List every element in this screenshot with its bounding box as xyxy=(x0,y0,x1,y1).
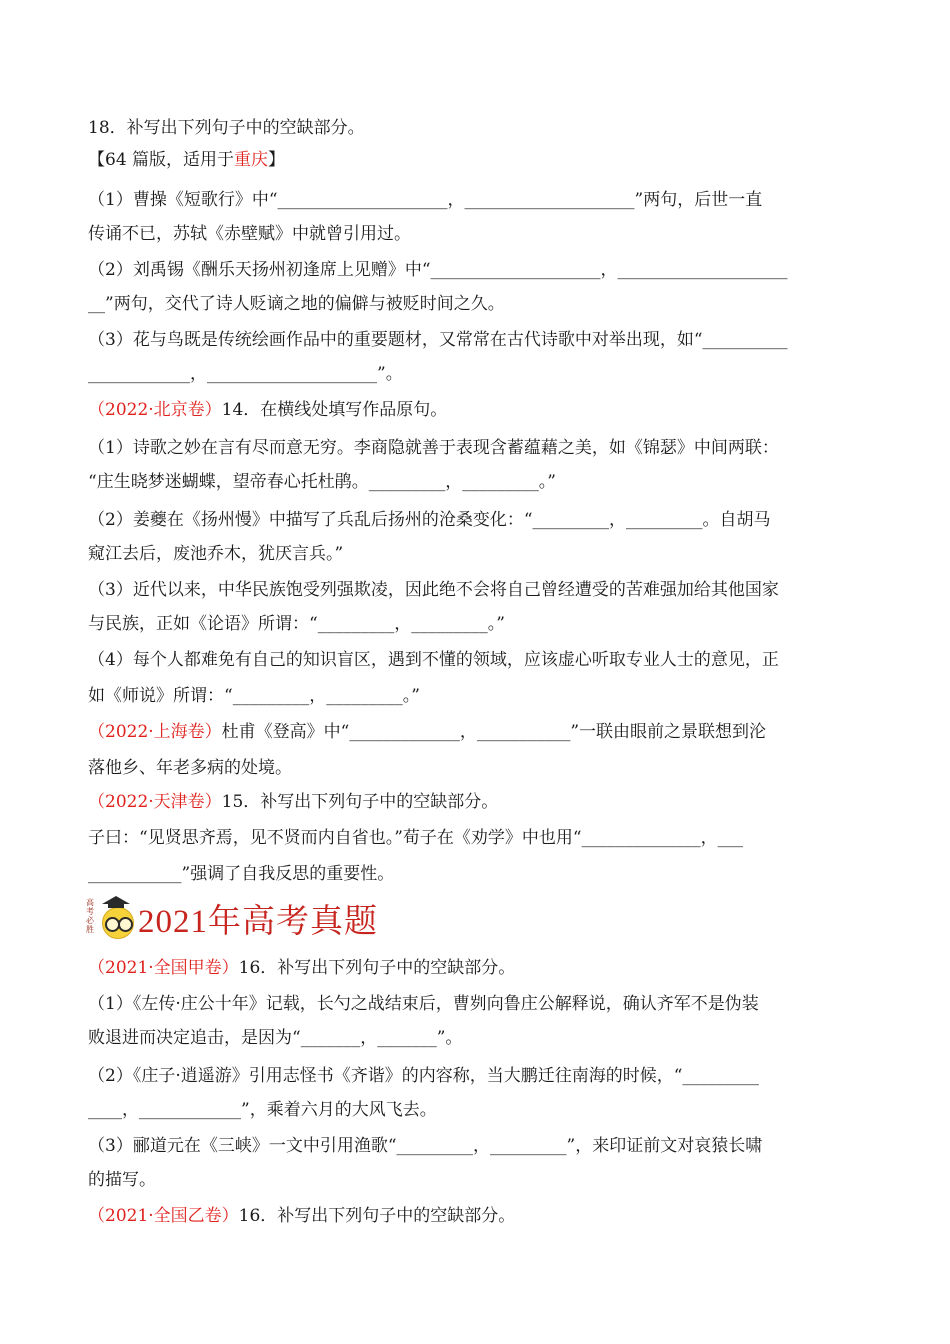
text-segment: 15．补写出下列句子中的空缺部分。 xyxy=(221,792,499,812)
text-segment: 的描写。 xyxy=(88,1170,156,1190)
text-line xyxy=(88,1064,759,1088)
text-line xyxy=(88,1204,515,1228)
text-line xyxy=(88,292,505,316)
text-line xyxy=(88,542,343,566)
text-line xyxy=(88,398,447,422)
text-segment: 】 xyxy=(268,150,286,170)
source-label: （2022·上海卷） xyxy=(88,722,222,742)
logo-text: 高考必胜 xyxy=(86,898,94,934)
text-segment: 败退进而决定追击，是因为“_______，_______”。 xyxy=(88,1028,463,1048)
text-segment: ____，____________”，乘着六月的大风飞去。 xyxy=(88,1100,437,1120)
text-line xyxy=(88,720,766,744)
text-line xyxy=(88,258,788,282)
text-segment: （2）姜夔在《扬州慢》中描写了兵乱后扬州的沧桑变化：“_________，_________。自胡马 xyxy=(88,510,771,530)
text-segment: ___________”强调了自我反思的重要性。 xyxy=(88,864,395,884)
text-line xyxy=(88,1026,462,1050)
section-heading xyxy=(86,894,378,942)
text-segment: 杜甫《登高》中“_____________，___________”一联由眼前之景联想到沦 xyxy=(221,722,767,742)
text-line xyxy=(88,648,779,672)
text-segment: （2）《庄子·逍遥游》引用志怪书《齐谐》的内容称，当大鹏迁往南海的时候，“_________ xyxy=(88,1066,759,1086)
text-line xyxy=(88,1168,156,1192)
text-segment: 16．补写出下列句子中的空缺部分。 xyxy=(238,1206,516,1226)
text-line xyxy=(88,508,771,532)
graduate-cap-glasses-icon xyxy=(86,894,136,942)
text-segment: （1）《左传·庄公十年》记载，长勺之战结束后，曹刿向鲁庄公解释说，确认齐军不是伪装 xyxy=(88,994,759,1014)
text-line xyxy=(88,222,411,246)
text-segment: 窥江去后，废池乔木，犹厌言兵。” xyxy=(88,544,344,564)
text-line xyxy=(88,992,759,1016)
text-segment: 14．在横线处填写作品原句。 xyxy=(221,400,448,420)
text-segment: 18．补写出下列句子中的空缺部分。 xyxy=(88,118,365,138)
text-line xyxy=(88,578,779,602)
text-segment: 16．补写出下列句子中的空缺部分。 xyxy=(238,958,516,978)
text-segment: 子曰：“见贤思齐焉，见不贤而内自省也。”荀子在《劝学》中也用“______________，___ xyxy=(88,828,744,848)
text-line xyxy=(88,862,394,886)
source-label: （2022·北京卷） xyxy=(88,400,222,420)
text-line xyxy=(88,956,515,980)
text-segment: ____________，____________________”。 xyxy=(88,364,403,384)
text-segment: （4）每个人都难免有自己的知识盲区，遇到不懂的领域，应该虚心听取专业人士的意见，正 xyxy=(88,650,779,670)
text-segment: （1）诗歌之妙在言有尽而意无穷。李商隐就善于表现含蓄蕴藉之美，如《锦瑟》中间两联： xyxy=(88,438,779,458)
text-line xyxy=(88,756,292,780)
text-segment: （3）郦道元在《三峡》一文中引用渔歌“_________，_________”，来印证前文对哀猿长啸 xyxy=(88,1136,763,1156)
text-line xyxy=(88,1134,762,1158)
text-line xyxy=(88,116,365,140)
text-line xyxy=(88,328,788,352)
text-segment: 如《师说》所谓：“_________，_________。” xyxy=(88,686,420,706)
text-segment: （3）近代以来，中华民族饱受列强欺凌，因此绝不会将自己曾经遭受的苦难强加给其他国家 xyxy=(88,580,779,600)
text-line xyxy=(88,826,743,850)
text-segment: 传诵不已，苏轼《赤壁赋》中就曾引用过。 xyxy=(88,224,411,244)
source-label: （2022·天津卷） xyxy=(88,792,222,812)
text-line xyxy=(88,148,285,172)
text-line xyxy=(88,470,556,494)
text-line xyxy=(88,790,498,814)
text-line xyxy=(88,436,779,460)
text-segment: （2）刘禹锡《酬乐天扬州初逢席上见赠》中“____________________，____________________ xyxy=(88,260,788,280)
source-label: （2021·全国甲卷） xyxy=(88,958,239,978)
section-title: 2021年高考真题 xyxy=(138,903,378,940)
text-segment: “庄生晓梦迷蝴蝶，望帝春心托杜鹃。_________，_________。” xyxy=(88,472,556,492)
text-line xyxy=(88,612,505,636)
text-segment: 与民族，正如《论语》所谓：“_________，_________。” xyxy=(88,614,505,634)
text-line xyxy=(88,362,403,386)
text-segment: 落他乡、年老多病的处境。 xyxy=(88,758,292,778)
text-line xyxy=(88,684,420,708)
text-segment: （1）曹操《短歌行》中“____________________，____________________”两句，后世一直 xyxy=(88,190,763,210)
source-label: 重庆 xyxy=(234,150,269,170)
source-label: （2021·全国乙卷） xyxy=(88,1206,239,1226)
text-segment: __”两句，交代了诗人贬谪之地的偏僻与被贬时间之久。 xyxy=(88,294,505,314)
text-segment: 【64 篇版，适用于 xyxy=(88,150,235,170)
text-line xyxy=(88,1098,437,1122)
text-segment: （3）花与鸟既是传统绘画作品中的重要题材，又常常在古代诗歌中对举出现，如“__________ xyxy=(88,330,788,350)
text-line xyxy=(88,188,762,212)
